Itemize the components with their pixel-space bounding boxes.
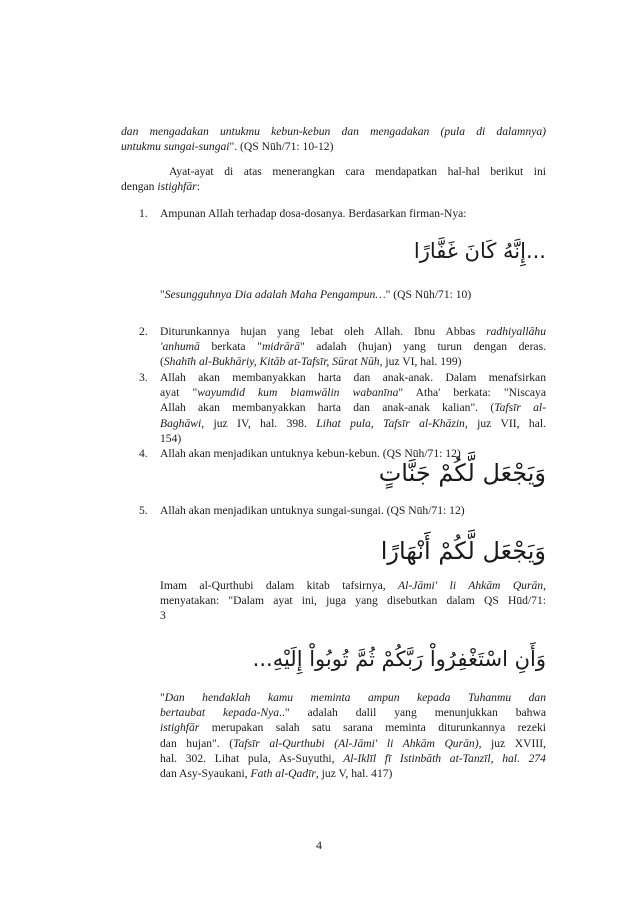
imam-trans-line-5 (160, 751, 546, 766)
imam-trans-3-post: merupakan salah satu sarana meminta diturunkannya rezeki (199, 721, 546, 735)
item-1-trans-pre: " (160, 288, 165, 301)
imam-line-1 (160, 578, 546, 593)
item-1-arabic: ...إِنَّهُ كَانَ غَفَّارًا (413, 239, 546, 263)
imam-line-1-pre: Imam al-Qurthubi dalam kitab tafsirnya, (160, 579, 399, 592)
paragraph-line-1 (121, 164, 546, 179)
item-2-line-2 (160, 339, 546, 354)
imam-line-3: 3 (160, 609, 166, 623)
item-5-arabic: وَيَجْعَل لَّكُمْ أَنْهَارًا (380, 537, 546, 565)
intro-line-2-italic: untukmu sungai-sungai (121, 140, 230, 154)
item-3-line-4-b: juz VII, hal. (467, 416, 546, 430)
item-4-arabic: وَيَجْعَل لَّكُمْ جَنَّاتٍ (378, 459, 546, 487)
item-1-translation-line (160, 287, 546, 302)
item-1-trans-italic: Sesungguhnya Dia adalah Maha Pengampun… (164, 288, 386, 301)
imam-trans-6-pre: dan Asy-Syaukani, (160, 767, 251, 781)
item-3-line-4-a: juz IV, hal. 398. (204, 416, 317, 430)
paragraph-line-2-pre: dengan (121, 180, 158, 194)
imam-trans-line-2 (160, 705, 546, 720)
item-3-line-3-pre: Allah akan membanyakkan harta dan anak-anak kalian". ( (160, 401, 495, 415)
item-5-text (160, 503, 546, 518)
item-5-number: 5. (139, 504, 148, 517)
item-3-line-3 (160, 400, 546, 415)
imam-line-1-italic: Al-Jāmi' li Ahkām Qurān (398, 579, 544, 592)
imam-trans-line-1 (160, 690, 546, 705)
imam-trans-line-4 (160, 736, 546, 751)
item-2-line-2-b: " adalah (hujan) yang turun dengan deras. (299, 340, 546, 354)
item-2-number: 2. (139, 325, 148, 338)
imam-trans-5-pre: hal. 302. Lihat pula, As-Suyuthi, (160, 751, 344, 765)
page-number: 4 (316, 838, 322, 852)
item-3-line-2-pre: ayat " (160, 386, 198, 400)
intro-line-1-text: dan mengadakan untukmu kebun-kebun dan mengadakan (pula di dalamnya) (121, 125, 546, 138)
paragraph-line-2-post: : (196, 180, 200, 194)
imam-line-1-post: , (543, 579, 546, 592)
item-3-line-4-italic: Baghāwi, (160, 416, 205, 430)
item-2-line-2-italic2: midrārā (261, 340, 300, 354)
imam-translation (160, 690, 546, 781)
item-3-line-3-italic: Tafsīr al- (494, 401, 546, 415)
item-3-number: 3. (139, 371, 148, 384)
item-3-text (160, 370, 546, 446)
item-1-trans-ref: " (QS Nūh/71: 10) (385, 288, 472, 301)
item-3-line-2-italic: wayumdid kum biamwālin wabanīna (197, 386, 399, 400)
intro-line-2 (121, 139, 546, 154)
intro-block (121, 124, 546, 154)
item-2-line-1 (160, 324, 546, 339)
item-4-line: Allah akan menjadikan untuknya kebun-kebun. (QS Nūh/71: 12) (160, 447, 461, 460)
item-3-line-4-italic2: Lihat pula, Tafsīr al-Khāzin, (316, 416, 468, 430)
item-2-line-3-pre: ( (160, 355, 164, 369)
imam-trans-5-italic: Al-Iklīl fī Istinbāth at-Tanzīl, hal. 274 (343, 751, 546, 765)
item-3-line-5: 154) (160, 431, 182, 445)
item-2-line-3-post: , juz VI, hal. 199) (379, 355, 462, 369)
paragraph-block (121, 164, 546, 194)
item-3-line-4 (160, 416, 546, 431)
item-2-text (160, 324, 546, 370)
paragraph-line-1-text: Ayat-ayat di atas menerangkan cara mendapatkan hal-hal berikut ini (169, 165, 546, 178)
imam-trans-line-3 (160, 720, 546, 735)
item-2-line-1-text: Diturunkannya hujan yang lebat oleh Allah. Ibnu Abbas (160, 325, 476, 338)
item-1-text (160, 206, 546, 221)
paragraph-line-2-italic: istighfār (157, 180, 197, 194)
imam-trans-1-pre: " (160, 691, 165, 704)
imam-paragraph (160, 578, 546, 624)
imam-trans-2-mid: .." adalah dalil yang menunjukkan bahwa (279, 706, 546, 720)
imam-trans-line-6 (160, 766, 546, 781)
item-3-line-1: Allah akan membanyakkan harta dan anak-anak. Dalam menafsirkan (160, 371, 546, 384)
item-3-line-2 (160, 385, 546, 400)
item-4-number: 4. (139, 447, 148, 460)
item-1-translation (160, 287, 546, 302)
item-2-line-2-italic: 'anhumā (160, 340, 200, 354)
imam-trans-1-italic: Dan hendaklah kamu meminta ampun kepada Tuhanmu dan (164, 691, 546, 704)
intro-line-2-ref: ". (QS Nūh/71: 10-12) (229, 140, 334, 154)
item-2-line-1-italic: radhiyallāhu (486, 325, 546, 338)
imam-trans-6-italic: Fath al-Qadīr (250, 767, 316, 781)
intro-line-1 (121, 124, 546, 139)
item-2-line-3 (160, 354, 546, 369)
imam-trans-6-post: , juz V, hal. 417) (315, 767, 393, 781)
imam-trans-2-italic: bertaubat kepada-Nya (160, 706, 280, 720)
imam-trans-4-pre: dan hujan". ( (160, 736, 234, 750)
imam-line-2: menyatakan: "Dalam ayat ini, juga yang disebutkan dalam QS Hūd/71: (160, 594, 546, 608)
item-2-line-3-italic: Shahīh al-Bukhāriy, Kitāb at-Tafsīr, Sūrat Nūh (163, 355, 380, 369)
item-2-line-2-a: berkata " (199, 340, 262, 354)
item-5-line: Allah akan menjadikan untuknya sungai-sungai. (QS Nūh/71: 12) (160, 504, 465, 517)
item-1-line: Ampunan Allah terhadap dosa-dosanya. Berdasarkan firman-Nya: (160, 207, 467, 220)
item-3-line-2-post: " Atha' berkata: "Niscaya (398, 386, 546, 400)
imam-trans-4-italic: Tafsīr al-Qurthubi (Al-Jāmi' li Ahkām Qurān) (233, 736, 479, 750)
item-1-number: 1. (139, 207, 148, 220)
imam-arabic: وَأَنِ اسْتَغْفِرُواْ رَبَّكُمْ ثُمَّ تُوبُواْ إِلَيْهِ... (252, 647, 546, 671)
imam-trans-4-post: , juz XVIII, (478, 736, 546, 750)
imam-trans-3-italic: istighfār (160, 721, 200, 735)
paragraph-line-2 (121, 179, 546, 194)
